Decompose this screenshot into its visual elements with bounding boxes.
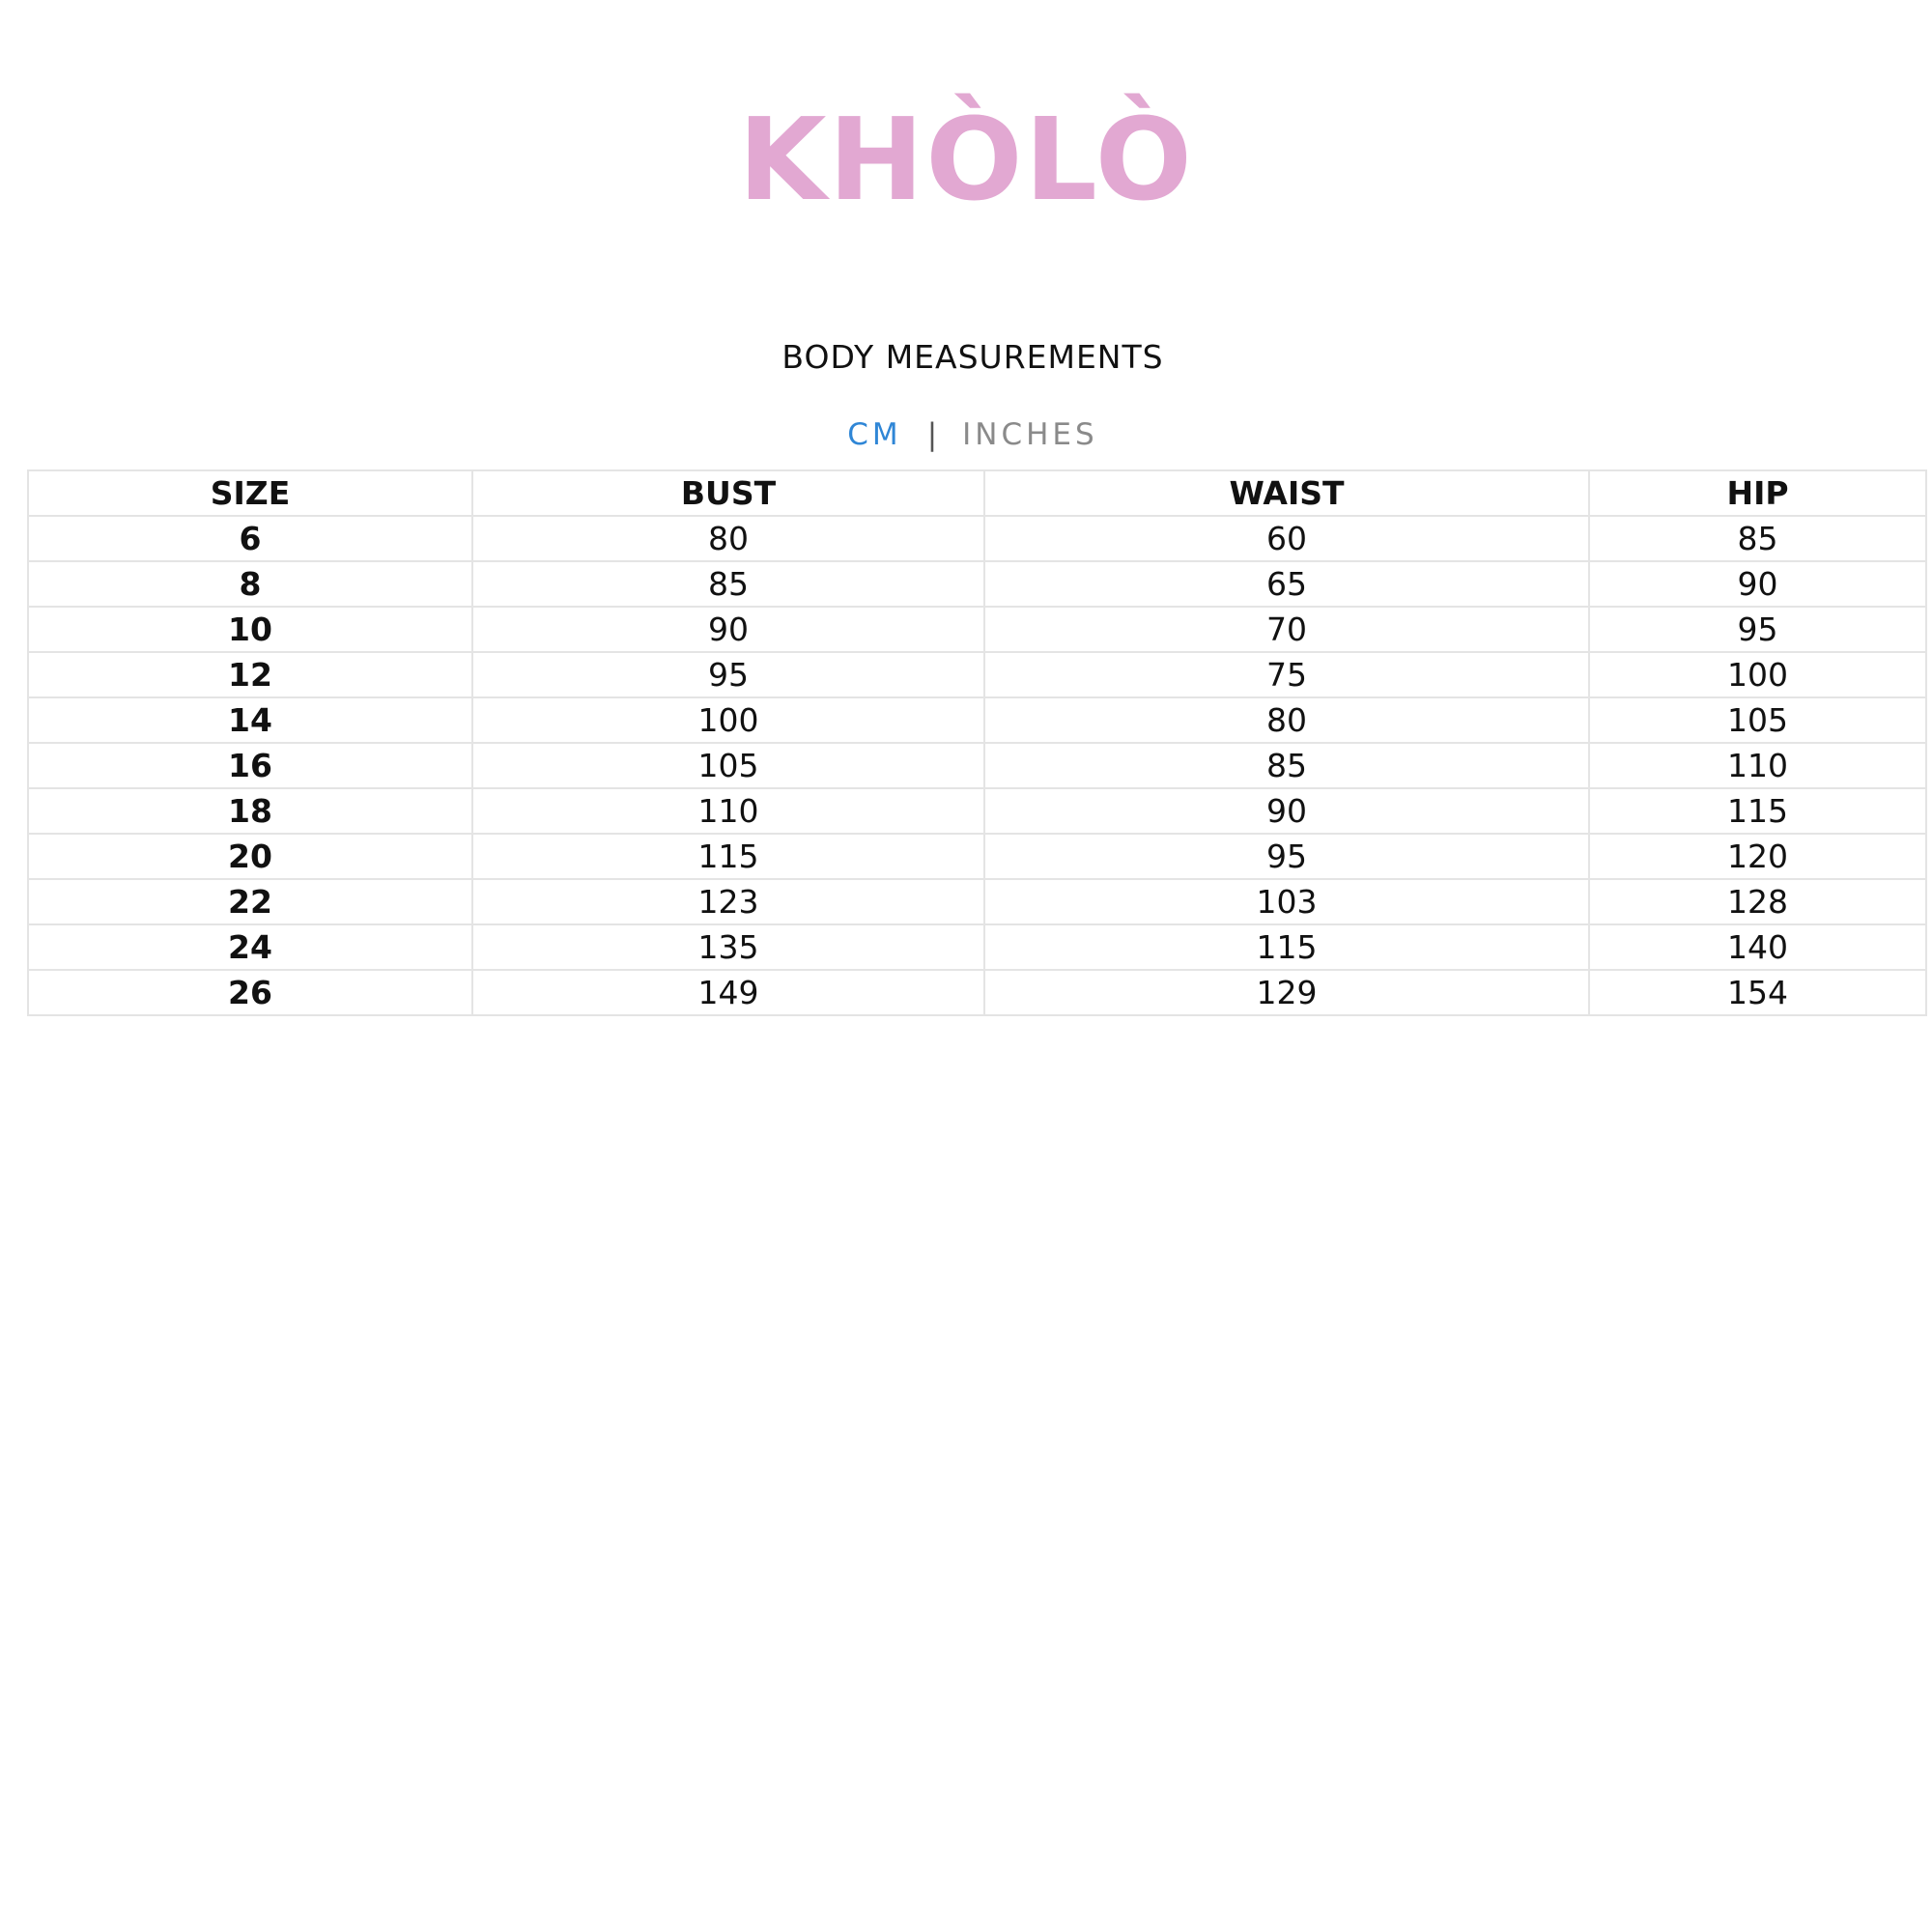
size-cell: 18: [28, 788, 472, 834]
table-row: [28, 970, 1926, 1015]
waist-cell: 65: [984, 561, 1589, 607]
waist-cell: 103: [984, 879, 1589, 924]
table-row: [28, 607, 1926, 652]
bust-cell: 80: [472, 516, 984, 561]
table-header-row: [28, 470, 1926, 516]
bust-cell: 95: [472, 652, 984, 697]
bust-cell: 135: [472, 924, 984, 970]
waist-cell: 90: [984, 788, 1589, 834]
hip-cell: 90: [1589, 561, 1926, 607]
waist-cell: 95: [984, 834, 1589, 879]
hip-cell: 95: [1589, 607, 1926, 652]
hip-cell: 100: [1589, 652, 1926, 697]
size-cell: 6: [28, 516, 472, 561]
hip-cell: 115: [1589, 788, 1926, 834]
table-row: [28, 561, 1926, 607]
hip-cell: 128: [1589, 879, 1926, 924]
bust-cell: 123: [472, 879, 984, 924]
table-body: [28, 516, 1926, 1015]
size-cell: 10: [28, 607, 472, 652]
table-row: [28, 516, 1926, 561]
waist-cell: 60: [984, 516, 1589, 561]
size-cell: 12: [28, 652, 472, 697]
size-chart-table: [27, 469, 1927, 1016]
table-row: [28, 834, 1926, 879]
page-title: BODY MEASUREMENTS: [781, 338, 1164, 376]
header-hip: HIP: [1589, 470, 1926, 516]
brand-logo: [0, 92, 1932, 227]
bust-cell: 105: [472, 743, 984, 788]
header-bust: BUST: [472, 470, 984, 516]
table-row: [28, 788, 1926, 834]
size-cell: 22: [28, 879, 472, 924]
unit-toggle: [0, 417, 1932, 452]
brand-logo-text: KHÒLÒ: [738, 93, 1194, 226]
waist-cell: 115: [984, 924, 1589, 970]
size-cell: 24: [28, 924, 472, 970]
size-cell: 8: [28, 561, 472, 607]
header-size: SIZE: [28, 470, 472, 516]
waist-cell: 80: [984, 697, 1589, 743]
hip-cell: 120: [1589, 834, 1926, 879]
bust-cell: 85: [472, 561, 984, 607]
hip-cell: 154: [1589, 970, 1926, 1015]
waist-cell: 129: [984, 970, 1589, 1015]
size-cell: 26: [28, 970, 472, 1015]
hip-cell: 110: [1589, 743, 1926, 788]
unit-cm-button[interactable]: CM: [847, 417, 902, 452]
table-row: [28, 743, 1926, 788]
unit-inches-button[interactable]: INCHES: [962, 417, 1098, 452]
table-row: [28, 652, 1926, 697]
waist-cell: 70: [984, 607, 1589, 652]
bust-cell: 149: [472, 970, 984, 1015]
bust-cell: 90: [472, 607, 984, 652]
bust-cell: 110: [472, 788, 984, 834]
unit-separator: |: [926, 417, 938, 452]
table-row: [28, 697, 1926, 743]
waist-cell: 85: [984, 743, 1589, 788]
waist-cell: 75: [984, 652, 1589, 697]
table-row: [28, 924, 1926, 970]
size-cell: 16: [28, 743, 472, 788]
header-waist: WAIST: [984, 470, 1589, 516]
size-cell: 20: [28, 834, 472, 879]
hip-cell: 105: [1589, 697, 1926, 743]
bust-cell: 100: [472, 697, 984, 743]
table-row: [28, 879, 1926, 924]
hip-cell: 85: [1589, 516, 1926, 561]
bust-cell: 115: [472, 834, 984, 879]
size-cell: 14: [28, 697, 472, 743]
hip-cell: 140: [1589, 924, 1926, 970]
